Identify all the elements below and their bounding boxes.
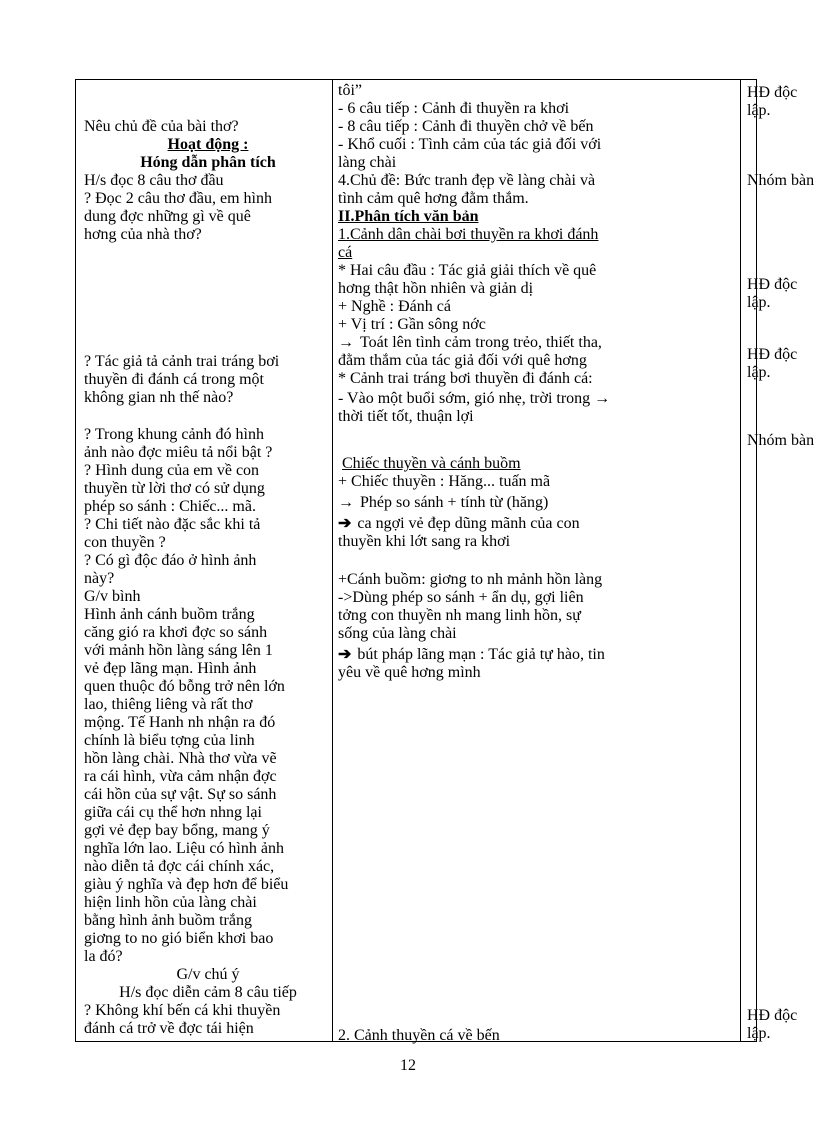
left-line: này? <box>84 570 115 587</box>
right-column <box>740 80 816 1041</box>
mid-line: đằm thắm của tác giả đối với quê hơng <box>338 352 587 369</box>
form-label: HĐ độc <box>747 276 798 293</box>
form-label: Nhóm bàn <box>747 432 815 449</box>
question-boat <box>84 426 332 1038</box>
left-line: giơng to no gió biển khơi bao <box>84 930 274 947</box>
mid-line: 4.Chủ đề: Bức tranh đẹp về làng chài và <box>338 172 596 189</box>
left-intro <box>84 118 332 244</box>
mid-structure <box>338 82 740 426</box>
form-label: HĐ độc <box>747 346 798 363</box>
topic-question: Nêu chủ đề của bài thơ? <box>84 118 239 135</box>
mid-line: ->Dùng phép so sánh + ẩn dụ, gợi liên <box>338 589 584 606</box>
left-line: ? Có gì độc đáo ở hình ảnh <box>84 552 257 569</box>
mid-line: tôi” <box>338 82 362 99</box>
mid-line: ➔ bút pháp lãng mạn : Tác giả tự hào, tin <box>338 646 605 663</box>
left-line: nào diễn tả đợc cái chính xác, <box>84 858 275 875</box>
left-line: thuyền đi đánh cá trong một <box>84 371 264 388</box>
left-line: H/s đọc diễn cảm 8 câu tiếp <box>119 984 297 1001</box>
left-line: ảnh nào đợc miêu tả nổi bật ? <box>84 444 273 461</box>
left-line: hiện linh hồn của làng chài <box>84 894 257 911</box>
left-column <box>76 80 332 1041</box>
mid-line: → Toát lên tình cảm trong trẻo, thiết tha, <box>338 334 602 351</box>
mid-sail-section <box>338 571 740 682</box>
left-line: hơng của nhà thơ? <box>84 226 202 243</box>
bold-arrow-icon: ➔ <box>338 515 352 532</box>
left-line: đánh cá trở về đợc tái hiện <box>84 1020 254 1037</box>
mid-line: +Cánh buồm: giơng to nh mảnh hồn làng <box>338 571 603 588</box>
arrow-right-icon: → <box>338 334 354 351</box>
mid-line: hơng thật hồn nhiên và giản dị <box>338 280 534 297</box>
mid-return-section <box>338 1027 740 1045</box>
mid-line: - Khổ cuối : Tình cảm của tác giả đối với <box>338 136 602 153</box>
left-line: ? Chi tiết nào đặc sắc khi tả <box>84 516 261 533</box>
teacher-note-label: G/v chú ý <box>176 966 240 983</box>
subsection-heading: 2. Cảnh thuyền cá về bến <box>338 1027 500 1044</box>
form-label: lập. <box>747 364 771 381</box>
left-line: căng gió ra khơi đợc so sánh <box>84 624 268 641</box>
left-line: giàu ý nghĩa và đẹp hơn để biểu <box>84 876 289 893</box>
left-line: ? Hình dung của em về con <box>84 462 260 479</box>
middle-column <box>332 80 740 1044</box>
mid-line: thuyền khi lớt sang ra khơi <box>338 533 511 550</box>
activity-form <box>747 346 816 382</box>
left-line: mộng. Tế Hanh nh nhận ra đó <box>84 714 276 731</box>
mid-line: tởng con thuyền nh mang linh hồn, sự <box>338 607 581 624</box>
mid-line: * Hai câu đầu : Tác giả giải thích về quê <box>338 262 597 279</box>
mid-line: sống của làng chài <box>338 625 457 642</box>
form-label: lập. <box>747 102 771 119</box>
mid-line: - Vào một buổi sớm, gió nhẹ, trời trong → <box>338 390 611 407</box>
left-line: không gian nh thế nào? <box>84 389 234 406</box>
activity-form <box>747 172 816 190</box>
form-label: lập. <box>747 1025 771 1042</box>
left-line: quen thuộc đó bỗng trở nên lớn <box>84 678 285 695</box>
left-line: giữa cái cụ thể hơn nhng lại <box>84 804 262 821</box>
activity-form <box>747 1007 816 1043</box>
left-line: nghĩa lớn lao. Liệu có hình ảnh <box>84 840 284 857</box>
left-line: phép so sánh : Chiếc... mã. <box>84 498 256 515</box>
mid-line: - 6 câu tiếp : Cảnh đi thuyền ra khơi <box>338 100 570 117</box>
mid-line: - 8 câu tiếp : Cảnh đi thuyền chở về bến <box>338 118 594 135</box>
form-label: lập. <box>747 294 771 311</box>
left-line: cái hồn của sự vật. Sự so sánh <box>84 786 277 803</box>
mid-line: + Nghề : Đánh cá <box>338 298 451 315</box>
left-line: bằng hình ảnh buồm trắng <box>84 912 252 929</box>
left-line: gợi vẻ đẹp bay bổng, mang ý <box>84 822 270 839</box>
left-line: ? Đọc 2 câu thơ đầu, em hình <box>84 190 272 207</box>
left-line: hồn làng chài. Nhà thơ vừa vẽ <box>84 750 277 767</box>
left-line: thuyền từ lời thơ có sử dụng <box>84 480 265 497</box>
arrow-right-icon: → <box>338 494 354 511</box>
mid-line: làng chài <box>338 154 397 171</box>
left-line: con thuyền ? <box>84 534 166 551</box>
bold-arrow-icon: ➔ <box>338 646 352 663</box>
subsection-heading: 1.Cảnh dân chài bơi thuyền ra khơi đánh <box>338 226 599 243</box>
mid-line: ➔ ca ngợi vẻ đẹp dũng mãnh của con <box>338 515 580 532</box>
left-line: lao, thiêng liêng và rất thơ <box>84 696 253 713</box>
section-heading: II.Phân tích văn bản <box>338 208 479 225</box>
mid-line: thời tiết tốt, thuận lợi <box>338 408 474 425</box>
left-line: dung đợc những gì về quê <box>84 208 251 225</box>
question-scene <box>84 353 332 407</box>
mid-line: + Chiếc thuyền : Hăng... tuấn mã <box>338 473 551 490</box>
activity-form <box>747 84 816 120</box>
left-line: Hình ảnh cánh buồm trắng <box>84 606 255 623</box>
form-label: HĐ độc <box>747 1007 798 1024</box>
activity-form <box>747 432 816 450</box>
arrow-right-icon: → <box>594 390 611 407</box>
left-line: H/s đọc 8 câu thơ đầu <box>84 172 224 189</box>
mid-line: tình cảm quê hơng đằm thắm. <box>338 190 529 207</box>
left-line: với mảnh hồn làng sáng lên 1 <box>84 642 273 659</box>
left-line: ra cái hình, vừa cảm nhận đợc <box>84 768 277 785</box>
left-line: ? Tác giả tả cảnh trai tráng bơi <box>84 353 280 370</box>
mid-boat-section <box>338 455 740 551</box>
mid-line: yêu về quê hơng mình <box>338 664 481 681</box>
mid-line: → Phép so sánh + tính từ (hăng) <box>338 494 549 511</box>
activity-form <box>747 276 816 312</box>
left-line: la đó? <box>84 948 123 965</box>
mid-line: * Cảnh trai tráng bơi thuyền đi đánh cá: <box>338 370 593 387</box>
left-line: ? Không khí bến cá khi thuyền <box>84 1002 281 1019</box>
form-label: Nhóm bàn <box>747 172 815 189</box>
teacher-comment-label: G/v bình <box>84 588 141 605</box>
left-line: vẻ đẹp lãng mạn. Hình ảnh <box>84 660 257 677</box>
boat-sail-heading: Chiếc thuyền và cánh buồm <box>342 455 521 472</box>
activity-heading: Hoạt động : <box>167 136 249 153</box>
left-line: chính là biểu tợng của linh <box>84 732 255 749</box>
subsection-heading-cont: cá <box>338 244 353 261</box>
lesson-table <box>75 79 815 1044</box>
left-line: ? Trong khung cảnh đó hình <box>84 426 264 443</box>
page-number: 12 <box>400 1057 416 1074</box>
mid-line: + Vị trí : Gần sông nớc <box>338 316 486 333</box>
analysis-heading: Hóng dẫn phân tích <box>140 154 276 171</box>
form-label: HĐ độc <box>747 84 798 101</box>
